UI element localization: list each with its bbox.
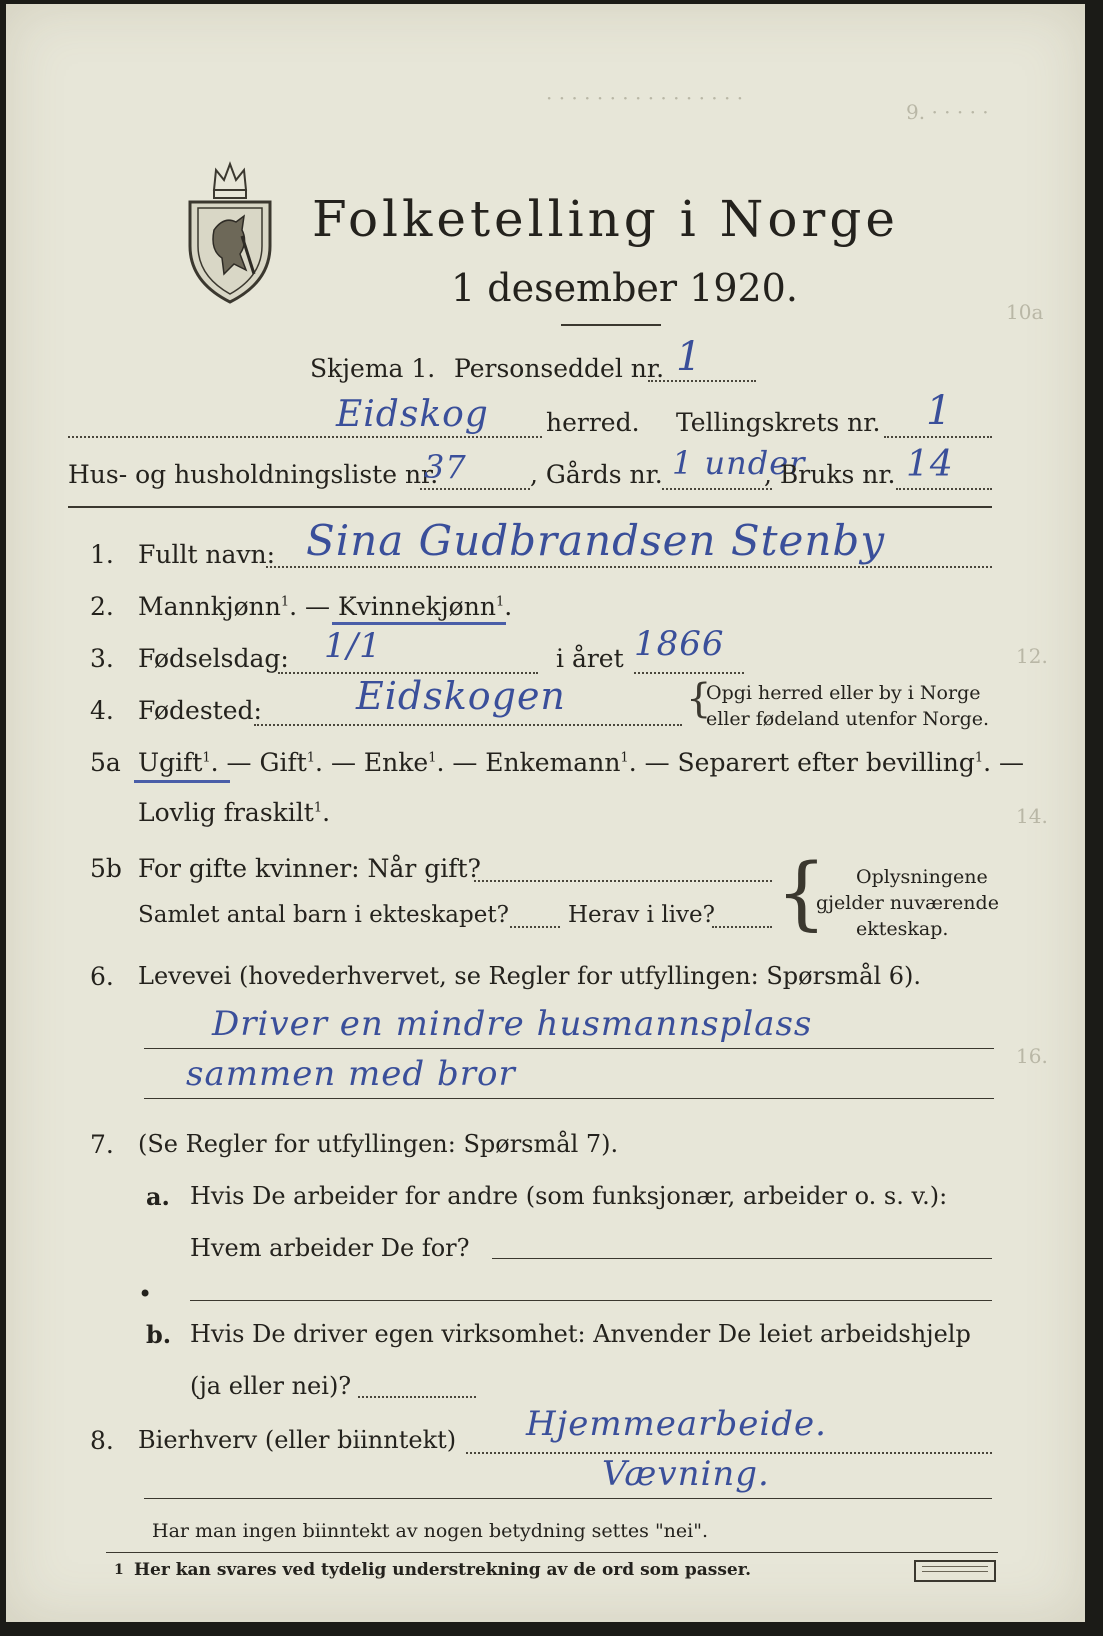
children-label: Samlet antal barn i ekteskapet? bbox=[138, 902, 509, 928]
bleed-through-text: 16. bbox=[1016, 1044, 1048, 1068]
tellingskrets-field[interactable] bbox=[884, 436, 992, 438]
marital-option-gift[interactable]: . — Gift bbox=[210, 748, 307, 777]
bleed-through-text: · · · · · · · · · · · · · · · · bbox=[546, 86, 744, 110]
marital-option-enkemann[interactable]: . — Enkemann bbox=[436, 748, 621, 777]
q7-number: 7. bbox=[90, 1130, 114, 1159]
birthplace-field[interactable] bbox=[254, 724, 682, 726]
footnote-text: Her kan svares ved tydelig understrekning av de ord som passer. bbox=[134, 1560, 752, 1580]
occupation-line-2[interactable] bbox=[144, 1098, 994, 1099]
birth-year-label: i året bbox=[556, 644, 624, 673]
children-count-field[interactable] bbox=[510, 926, 560, 928]
q5a-number: 5a bbox=[90, 748, 121, 777]
personseddel-field[interactable] bbox=[648, 380, 756, 382]
herred-field[interactable] bbox=[68, 436, 542, 438]
employer-field[interactable] bbox=[492, 1258, 992, 1259]
stray-dot-mark: • bbox=[138, 1280, 153, 1308]
employer-field-2[interactable] bbox=[190, 1300, 992, 1301]
section-divider bbox=[68, 506, 992, 508]
marriage-note-2: gjelder nuværende bbox=[816, 892, 999, 914]
coat-of-arms-icon bbox=[184, 150, 276, 306]
q8-label: Bierhverv (eller biinntekt) bbox=[138, 1426, 457, 1454]
form-title: Folketelling i Norge bbox=[312, 190, 899, 248]
birth-year-value: 1866 bbox=[634, 624, 725, 664]
bruks-field[interactable] bbox=[896, 488, 992, 490]
tellingskrets-label: Tellingskrets nr. bbox=[676, 408, 881, 437]
marriage-note-brace: { bbox=[776, 846, 827, 939]
q2-number: 2. bbox=[90, 592, 114, 621]
bruks-label: , Bruks nr. bbox=[764, 460, 896, 489]
footnote-marker: 1 bbox=[114, 1562, 124, 1578]
q3-label: Fødselsdag: bbox=[138, 644, 289, 673]
q6-label: Levevei (hovederhvervet, se Regler for utfyllingen: Spørsmål 6). bbox=[138, 962, 922, 990]
married-when-field[interactable] bbox=[474, 880, 772, 882]
full-name-field[interactable] bbox=[266, 566, 992, 568]
q6-number: 6. bbox=[90, 962, 114, 991]
gender-options: Mannkjønn$^1$. — Kvinnekjønn$^1$. bbox=[138, 592, 513, 621]
bruks-value: 14 bbox=[906, 444, 954, 485]
bleed-through-text: 12. bbox=[1016, 644, 1048, 668]
birthplace-value: Eidskogen bbox=[356, 674, 566, 718]
bleed-through-text: 14. bbox=[1016, 804, 1048, 828]
bleed-through-text: 10a bbox=[1006, 300, 1044, 324]
q4-label: Fødested: bbox=[138, 696, 262, 725]
q4-number: 4. bbox=[90, 696, 114, 725]
gards-value: 1 under bbox=[672, 444, 806, 482]
gards-label: , Gårds nr. bbox=[530, 460, 663, 489]
q7-label: (Se Regler for utfyllingen: Spørsmål 7). bbox=[138, 1130, 619, 1158]
occupation-value-1: Driver en mindre husmannsplass bbox=[212, 1004, 813, 1044]
full-name-value: Sina Gudbrandsen Stenby bbox=[306, 516, 886, 565]
occupation-value-2: sammen med bror bbox=[186, 1054, 516, 1094]
hus-value: 37 bbox=[424, 448, 467, 486]
q3-number: 3. bbox=[90, 644, 114, 673]
hus-label: Hus- og husholdningsliste nr. bbox=[68, 460, 439, 489]
bleed-through-text: 9. · · · · · bbox=[906, 100, 989, 124]
children-alive-field[interactable] bbox=[712, 926, 772, 928]
q7b-label: Hvis De driver egen virksomhet: Anvender De leiet arbeidshjelp bbox=[190, 1320, 971, 1348]
hus-field[interactable] bbox=[420, 488, 530, 490]
birth-year-field[interactable] bbox=[634, 672, 744, 674]
marital-option-enke[interactable]: . — Enke bbox=[315, 748, 429, 777]
personseddel-label: Personseddel nr. bbox=[454, 354, 665, 383]
birthplace-note-1: Opgi herred eller by i Norge bbox=[706, 682, 981, 704]
occupation-line-1[interactable] bbox=[144, 1048, 994, 1049]
hired-help-field[interactable] bbox=[358, 1396, 476, 1398]
side-income-value-2: Vævning. bbox=[602, 1454, 770, 1494]
skjema-label: Skjema 1. bbox=[310, 354, 436, 383]
marital-option-separert[interactable]: . — Separert efter bevilling bbox=[628, 748, 975, 777]
marriage-note-3: ekteskap. bbox=[856, 918, 949, 940]
gender-option-male[interactable]: Mannkjønn bbox=[138, 592, 281, 621]
form-date: 1 desember 1920. bbox=[451, 266, 798, 310]
side-income-line-2[interactable] bbox=[144, 1498, 992, 1499]
herred-value: Eidskog bbox=[336, 394, 489, 435]
q7b-marker: b. bbox=[146, 1320, 172, 1349]
q7a-marker: a. bbox=[146, 1182, 170, 1211]
gender-option-female[interactable]: Kvinnekjønn bbox=[337, 592, 496, 621]
birthplace-note-brace: { bbox=[686, 676, 712, 722]
q7b-question: (ja eller nei)? bbox=[190, 1372, 352, 1400]
q1-label: Fullt navn: bbox=[138, 540, 276, 569]
title-rule bbox=[561, 324, 661, 326]
q8-number: 8. bbox=[90, 1426, 114, 1455]
female-underline-mark bbox=[332, 622, 506, 625]
birth-day-value: 1/1 bbox=[324, 626, 382, 666]
q7a-question: Hvem arbeider De for? bbox=[190, 1234, 470, 1262]
side-income-value-1: Hjemmearbeide. bbox=[526, 1404, 827, 1444]
footnote-divider bbox=[106, 1552, 998, 1553]
personseddel-value: 1 bbox=[676, 334, 703, 380]
q1-number: 1. bbox=[90, 540, 114, 569]
q5b-label: For gifte kvinner: Når gift? bbox=[138, 854, 481, 883]
printer-stamp bbox=[914, 1560, 996, 1582]
no-income-note: Har man ingen biinntekt av nogen betydning settes "nei". bbox=[152, 1520, 709, 1542]
ugift-underline-mark bbox=[134, 780, 230, 783]
birthplace-note-2: eller fødeland utenfor Norge. bbox=[706, 708, 990, 730]
census-form bbox=[6, 4, 1085, 1622]
tellingskrets-value: 1 bbox=[926, 388, 953, 434]
marital-option-fraskilt[interactable]: Lovlig fraskilt$^1$. bbox=[138, 798, 331, 827]
children-alive-label: Herav i live? bbox=[568, 902, 715, 928]
marital-option-ugift[interactable]: Ugift bbox=[138, 748, 203, 777]
marriage-note-1: Oplysningene bbox=[856, 866, 988, 888]
gards-field[interactable] bbox=[662, 488, 772, 490]
q7a-label: Hvis De arbeider for andre (som funksjonær, arbeider o. s. v.): bbox=[190, 1182, 948, 1210]
herred-label: herred. bbox=[546, 408, 640, 437]
q5b-number: 5b bbox=[90, 854, 122, 883]
marital-status-options: Ugift$^1$. — Gift$^1$. — Enke$^1$. — Enkemann$^1$. — Separert efter bevilling$^1$. — bbox=[138, 748, 1025, 777]
